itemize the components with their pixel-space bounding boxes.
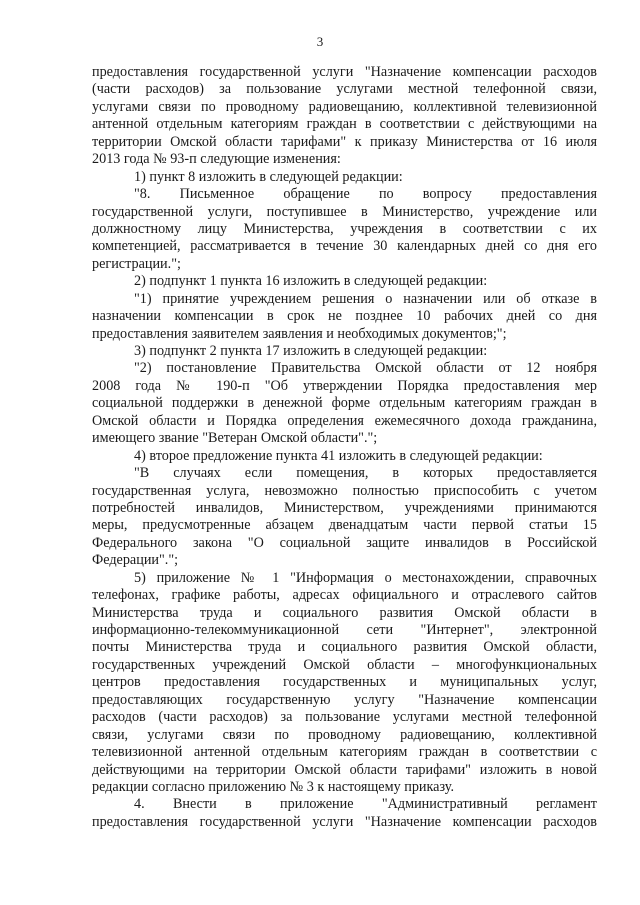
text-line: потребностей инвалидов, Министерством, учреждениями принимаются <box>92 499 597 516</box>
text-line: расходов (части расходов) за пользование услугами местной телефонной <box>92 709 597 726</box>
text-line: государственной услуги, поступившее в Министерство, учреждение или <box>92 203 597 220</box>
text-line: "1) принятие учреждением решения о назначении или об отказе в <box>134 290 597 307</box>
text-line: 2008 года № 190-п "Об утверждении Порядка предоставления мер <box>92 377 597 394</box>
page-number: 3 <box>316 34 324 49</box>
text-line: телефонах, графике работы, адресах официального и отраслевого сайтов <box>92 587 597 604</box>
text-line: почты Министерства труда и социального развития Омской области, <box>92 639 597 656</box>
text-line: "8. Письменное обращение по вопросу предоставления <box>134 186 597 203</box>
text-line: редакции согласно приложению № 3 к настоящему приказу. <box>92 778 455 795</box>
text-line: связи, услугами связи по проводному радиовещанию, коллективной <box>92 726 597 743</box>
text-line: 4) второе предложение пункта 41 изложить в следующей редакции: <box>134 447 543 464</box>
text-line: Федерации"."; <box>92 552 179 569</box>
text-line: предоставления заявителем заявления и необходимых документов;"; <box>92 325 507 342</box>
text-line: предоставляющих государственную услугу "Назначение компенсации <box>92 691 597 708</box>
text-line: действующими на территории Омской области тарифами" изложить в новой <box>92 761 597 778</box>
document-body <box>92 64 597 831</box>
text-line: 3) подпункт 2 пункта 17 изложить в следующей редакции: <box>134 343 488 359</box>
text-line: регистрации."; <box>92 255 181 272</box>
text-line: "В случаях если помещения, в которых предоставляется <box>134 465 597 482</box>
text-line: Федерального закона "О социальной защите инвалидов в Российской <box>92 534 597 551</box>
text-line: государственных учреждений Омской области – многофункциональных <box>92 656 597 673</box>
text-line: предоставления государственной услуги "Назначение компенсации расходов <box>92 813 597 830</box>
text-line: центров предоставления государственных и муниципальных услуг, <box>92 674 597 691</box>
text-line: имеющего звание "Ветеран Омской области"."; <box>92 430 378 447</box>
text-line: территории Омской области тарифами" к приказу Министерства от 16 июля <box>92 133 597 150</box>
text-line: Министерства труда и социального развития Омской области в <box>92 604 597 621</box>
text-line: предоставления государственной услуги "Назначение компенсации расходов <box>92 64 597 80</box>
text-line: антенной отдельным категориям граждан в соответствии с действующими на <box>92 116 597 133</box>
text-line: 1) пункт 8 изложить в следующей редакции: <box>134 168 403 185</box>
text-line: телевизионной антенной отдельным категориям граждан в соответствии с <box>92 744 597 761</box>
text-line: 2013 года № 93-п следующие изменения: <box>92 151 341 168</box>
text-line: "2) постановление Правительства Омской области от 12 ноября <box>134 360 597 377</box>
text-line: компетенцией, рассматривается в течение 30 календарных дней со дня его <box>92 238 597 255</box>
text-line: 4. Внести в приложение "Административный регламент <box>134 796 597 813</box>
text-line: назначении компенсации в срок не позднее 10 рабочих дней со дня <box>92 308 597 325</box>
text-line: должностному лицу Министерства, учреждения в соответствии с их <box>92 220 597 237</box>
text-line: услугами связи по проводному радиовещанию, коллективной телевизионной <box>92 98 597 115</box>
text-line: меры, предусмотренные абзацем двенадцатым части первой статьи 15 <box>92 517 597 534</box>
text-line: государственная услуга, невозможно полностью приспособить с учетом <box>92 482 597 499</box>
text-line: 2) подпункт 1 пункта 16 изложить в следующей редакции: <box>134 273 488 290</box>
text-line: (части расходов) за пользование услугами местной телефонной связи, <box>92 81 597 98</box>
text-line: Омской области и Порядка определения ежемесячного дохода гражданина, <box>92 412 597 429</box>
text-line: информационно-телекоммуникационной сети "Интернет", электронной <box>92 622 597 638</box>
text-line: социальной поддержки в денежной форме отдельным категориям граждан в <box>92 395 597 412</box>
text-line: 5) приложение № 1 "Информация о местонахождении, справочных <box>134 569 597 586</box>
